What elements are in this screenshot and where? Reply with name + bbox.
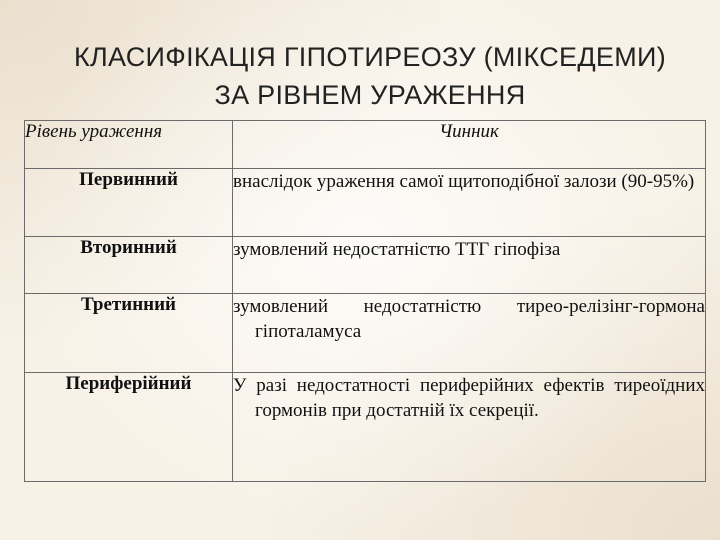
table-row — [25, 237, 706, 294]
header-cause: Чинник — [233, 121, 706, 169]
level-cell: Вторинний — [25, 237, 233, 294]
table-row — [25, 294, 706, 373]
cause-cell — [233, 373, 706, 482]
cause-text: зумовлений недостатністю ТТГ гіпофіза — [233, 239, 561, 260]
slide-title-line-2: ЗА РІВНЕМ УРАЖЕННЯ — [214, 80, 526, 110]
cause-text: У разі недостатності периферійних ефектів тиреоїдних гормонів при достатній їх секреції. — [233, 375, 705, 421]
cause-text: внаслідок ураження самої щитоподібної залози (90-95%) — [233, 171, 695, 192]
cause-cell — [233, 169, 706, 237]
cause-text: зумовлений недостатністю тирео-релізінг-гормона гіпоталамуса — [233, 296, 705, 342]
slide-title — [60, 38, 680, 114]
table-header-row — [25, 121, 706, 169]
level-cell: Периферійний — [25, 373, 233, 482]
classification-table — [24, 120, 706, 482]
cause-cell — [233, 237, 706, 294]
cause-cell — [233, 294, 706, 373]
level-cell: Первинний — [25, 169, 233, 237]
slide-title-line-1: КЛАСИФІКАЦІЯ ГІПОТИРЕОЗУ (МІКСЕДЕМИ) — [73, 42, 666, 72]
level-cell: Третинний — [25, 294, 233, 373]
table-row — [25, 169, 706, 237]
table-row — [25, 373, 706, 482]
header-level: Рівень ураження — [25, 121, 233, 169]
